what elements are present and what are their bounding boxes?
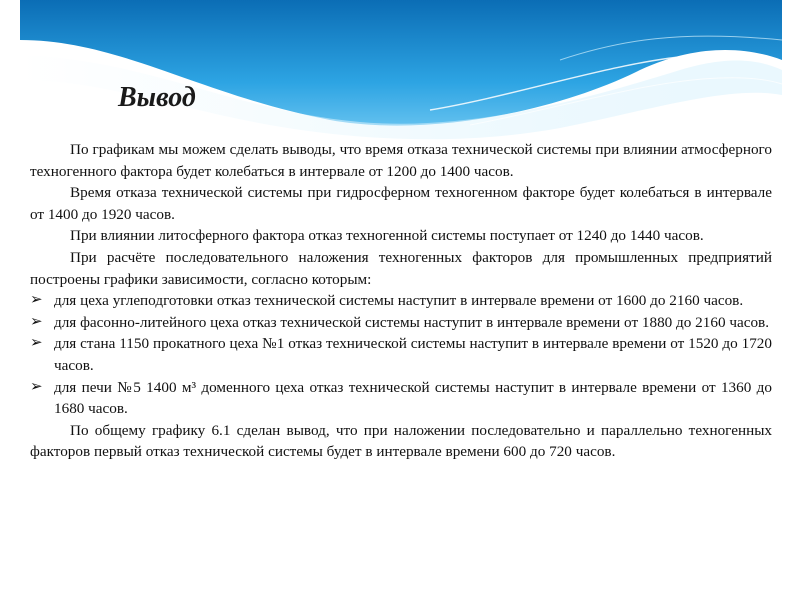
arrow-bullet-icon: ➢ (30, 378, 43, 395)
paragraph-conclusion: По общему графику 6.1 сделан вывод, что при наложении последовательно и параллельно техногенных факторов первый отказ технической системы будет в интервале времени 600 до 720 часов. (30, 421, 772, 461)
arrow-bullet-icon: ➢ (30, 313, 43, 330)
list-item-text: для фасонно-литейного цеха отказ технической системы наступит в интервале времени от 1880 до 2160 часов. (54, 313, 770, 331)
slide-title: Вывод (118, 82, 196, 113)
list-item-text: для стана 1150 прокатного цеха №1 отказ технической системы наступит в интервале времени от 1520 до 1720 часов. (54, 335, 772, 374)
list-item (30, 377, 772, 420)
paragraph-atmospheric: По графикам мы можем сделать выводы, что время отказа технической системы при влиянии атмосферного техногенного фактора будет колебаться в интервале от 1200 до 1400 часов. (30, 141, 772, 180)
list-item-text: для печи №5 1400 м³ доменного цеха отказ технической системы наступит в интервале времени от 1360 до 1680 часов. (54, 378, 772, 418)
arrow-bullet-icon: ➢ (30, 335, 43, 352)
paragraph-sequential: При расчёте последовательного наложения техногенных факторов для промышленных предприятий построены графики зависимости, согласно которым: (30, 248, 772, 288)
workshop-list (30, 290, 772, 420)
paragraph-hydrospheric: Время отказа технической системы при гидросферном техногенном факторе будет колебаться в интервале от 1400 до 1920 часов. (30, 184, 772, 223)
list-item (30, 333, 772, 376)
list-item (30, 290, 772, 312)
list-item (30, 312, 772, 334)
list-item-text: для цеха углеподготовки отказ технической системы наступит в интервале времени от 1600 до 2160 часов. (54, 292, 744, 310)
paragraph-lithospheric: При влиянии литосферного фактора отказ техногенной системы поступает от 1240 до 1440 часов. (70, 227, 704, 245)
slide-body (30, 139, 772, 463)
arrow-bullet-icon: ➢ (30, 292, 43, 309)
sky-wave-banner (0, 0, 800, 150)
